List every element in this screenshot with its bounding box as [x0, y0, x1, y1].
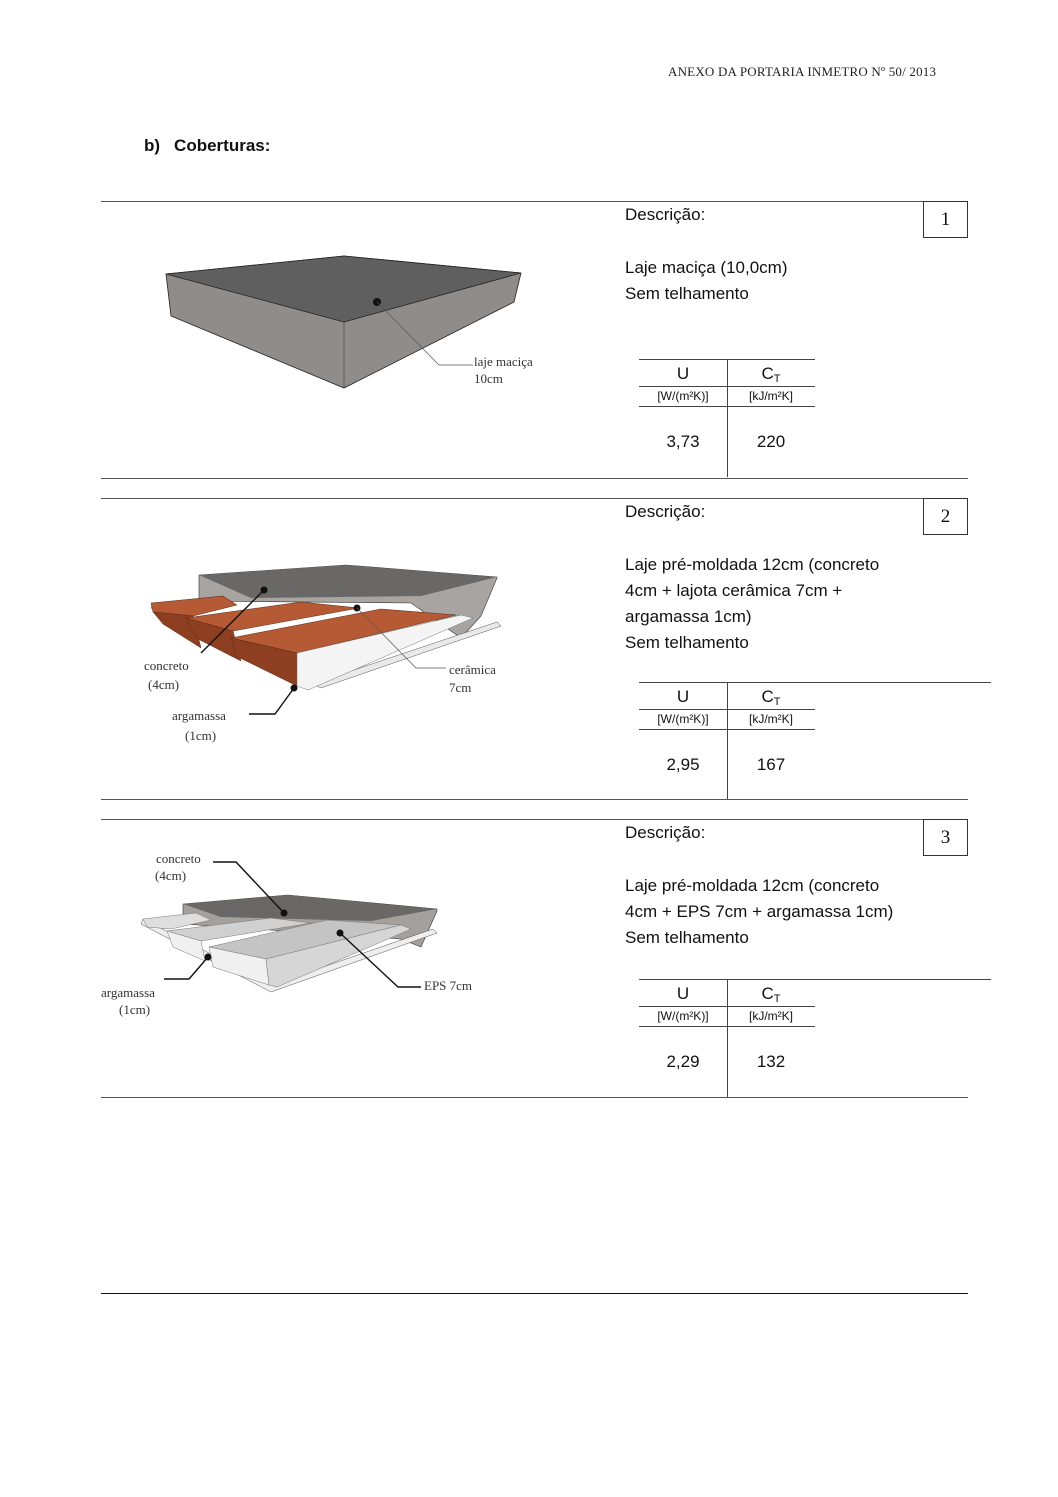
page-header: ANEXO DA PORTARIA INMETRO Nº 50/ 2013	[668, 64, 937, 79]
figure-label: EPS 7cm	[424, 978, 473, 993]
u-header: U	[676, 364, 690, 383]
section-title	[144, 136, 270, 156]
figure-label: argamassa	[101, 985, 155, 1000]
description-text: Laje pré-moldada 12cm (concreto 4cm + EPS 7cm + argamassa 1cm) Sem telhamento	[625, 876, 894, 947]
description-label: Descrição:	[625, 502, 706, 521]
description-panel	[625, 201, 968, 478]
ct-value: 132	[756, 1052, 786, 1071]
divider-bottom-3	[101, 1097, 968, 1098]
figure-label: laje maciça	[474, 354, 533, 369]
divider-bottom-1	[101, 478, 968, 479]
u-header: U	[676, 687, 690, 706]
section-heading: Coberturas:	[174, 136, 271, 155]
description-panel	[625, 819, 968, 1097]
figure-label: (4cm)	[148, 677, 180, 692]
ct-header-main: C	[761, 687, 774, 706]
figure-ceramic-slab	[101, 498, 611, 768]
description-text: Laje pré-moldada 12cm (concreto 4cm + lajota cerâmica 7cm + argamassa 1cm) Sem telhamento	[625, 555, 880, 652]
description-panel	[625, 498, 968, 799]
description-label: Descrição:	[625, 205, 706, 224]
figure-solid-slab	[101, 201, 611, 471]
ct-units: [kJ/m²K]	[749, 389, 793, 403]
roof-entry-2	[101, 498, 968, 799]
item-number-box: 3	[923, 819, 968, 856]
leader-line	[164, 957, 208, 979]
ct-header-sub: T	[773, 696, 781, 708]
item-number-box: 1	[923, 201, 968, 238]
figure-label: 10cm	[474, 371, 503, 386]
ct-units: [kJ/m²K]	[749, 1009, 793, 1023]
u-units: [W/(m²K)]	[657, 1009, 709, 1023]
figure-eps-slab	[101, 819, 611, 1089]
ct-value: 167	[756, 755, 786, 774]
item-number-box: 2	[923, 498, 968, 535]
u-value: 2,95	[666, 755, 700, 774]
u-value: 2,29	[666, 1052, 700, 1071]
figure-label: (1cm)	[119, 1002, 151, 1017]
ct-units: [kJ/m²K]	[749, 712, 793, 726]
page-footer-rule	[101, 1293, 968, 1294]
roof-entry-1	[101, 201, 968, 478]
u-units: [W/(m²K)]	[657, 712, 709, 726]
ct-header-sub: T	[773, 373, 781, 385]
ct-header-main: C	[761, 364, 774, 383]
ct-header-sub: T	[773, 993, 781, 1005]
divider-bottom-2	[101, 799, 968, 800]
ct-header	[727, 687, 815, 708]
figure-label: argamassa	[172, 708, 226, 723]
u-units: [W/(m²K)]	[657, 389, 709, 403]
ct-header	[727, 984, 815, 1005]
ct-header	[727, 364, 815, 385]
description-label: Descrição:	[625, 823, 706, 842]
roof-entry-3	[101, 819, 968, 1097]
ct-header-main: C	[761, 984, 774, 1003]
figure-label: concreto	[156, 851, 201, 866]
figure-label: concreto	[144, 658, 189, 673]
figure-label: (4cm)	[155, 868, 187, 883]
leader-line	[249, 688, 294, 714]
ct-value: 220	[756, 432, 786, 451]
section-label: b)	[144, 136, 161, 155]
figure-label: cerâmica	[449, 662, 496, 677]
figure-label: 7cm	[449, 680, 472, 695]
u-value: 3,73	[666, 432, 700, 451]
description-text: Laje maciça (10,0cm) Sem telhamento	[625, 258, 788, 303]
u-header: U	[676, 984, 690, 1003]
figure-label: (1cm)	[185, 728, 217, 743]
